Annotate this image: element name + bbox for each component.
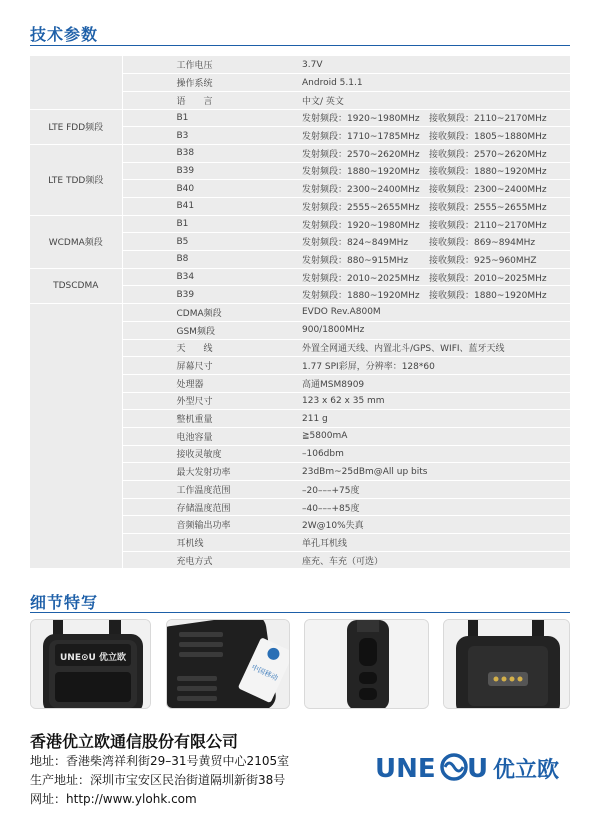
spec-name: B8 xyxy=(122,251,298,269)
spec-group-label: LTE FDD频段 xyxy=(30,109,122,144)
spec-group-label xyxy=(30,56,122,109)
spec-row xyxy=(30,215,570,233)
address-line xyxy=(30,752,289,769)
spec-value: –20–––+75度 xyxy=(298,481,570,499)
tx-band: 发射频段：2300~2400MHz xyxy=(302,185,420,196)
spec-name: 外型尺寸 xyxy=(122,392,298,410)
photo-sticker-text: 中国移动 xyxy=(250,663,279,683)
spec-name: 音频输出功率 xyxy=(122,516,298,534)
spec-group-label xyxy=(30,304,122,569)
spec-value: 座充、车充（可选） xyxy=(298,551,570,569)
spec-value xyxy=(298,215,570,233)
tx-band: 发射频段：1880~1920MHz xyxy=(302,167,420,178)
spec-name: B38 xyxy=(122,144,298,162)
tx-band: 发射频段：2570~2620MHz xyxy=(302,149,420,160)
tx-band: 发射频段：1920~1980MHz xyxy=(302,114,420,125)
spec-name: B1 xyxy=(122,215,298,233)
spec-name: 接收灵敏度 xyxy=(122,445,298,463)
logo-chinese: 优立欧 xyxy=(493,758,560,783)
spec-name: 工作电压 xyxy=(122,56,298,74)
spec-name: B3 xyxy=(122,127,298,145)
spec-name: 天 线 xyxy=(122,339,298,357)
address-text: 香港柴湾祥利街29–31号黄贸中心2105室 xyxy=(66,754,290,768)
rx-band: 接收频段：2110~2170MHz xyxy=(429,220,547,231)
spec-name: 处理器 xyxy=(122,374,298,392)
spec-name: 电池容量 xyxy=(122,427,298,445)
spec-name: B34 xyxy=(122,268,298,286)
spec-value xyxy=(298,127,570,145)
rx-band: 接收频段：2570~2620MHz xyxy=(429,149,547,160)
spec-name: 最大发射功率 xyxy=(122,463,298,481)
spec-name: B5 xyxy=(122,233,298,251)
spec-name: 操作系统 xyxy=(122,74,298,92)
address-label: 地址： xyxy=(30,754,67,768)
factory-address-line xyxy=(30,771,285,788)
specs-section-rule xyxy=(30,45,570,46)
spec-value: 中文/ 英文 xyxy=(298,91,570,109)
spec-group-label: WCDMA频段 xyxy=(30,215,122,268)
spec-name: B41 xyxy=(122,198,298,216)
spec-value: 单孔耳机线 xyxy=(298,534,570,552)
spec-value xyxy=(298,144,570,162)
spec-value: Android 5.1.1 xyxy=(298,74,570,92)
specs-section-title: 技术参数 xyxy=(30,25,99,44)
spec-row xyxy=(30,56,570,74)
tx-band: 发射频段：1880~1920MHz xyxy=(302,291,420,302)
tx-band: 发射频段：1920~1980MHz xyxy=(302,220,420,231)
detail-photo-back xyxy=(443,619,570,709)
factory-address-text: 深圳市宝安区民治街道隔圳新街38号 xyxy=(90,773,286,787)
details-section-title: 细节特写 xyxy=(30,593,99,612)
spec-value xyxy=(298,109,570,127)
spec-value xyxy=(298,198,570,216)
spec-value xyxy=(298,233,570,251)
spec-name: CDMA频段 xyxy=(122,304,298,322)
spec-name: 屏幕尺寸 xyxy=(122,357,298,375)
spec-name: GSM频段 xyxy=(122,321,298,339)
spec-group-label: LTE TDD频段 xyxy=(30,144,122,215)
details-section-rule xyxy=(30,612,570,613)
rx-band: 接收频段：925~960MHZ xyxy=(429,255,537,266)
spec-name: 工作温度范围 xyxy=(122,481,298,499)
detail-photo-front xyxy=(30,619,151,709)
spec-name: B39 xyxy=(122,286,298,304)
rx-band: 接收频段：2555~2655MHz xyxy=(429,202,547,213)
spec-value xyxy=(298,180,570,198)
spec-value: EVDO Rev.A800M xyxy=(298,304,570,322)
spec-value: 1.77 SPI彩屏，分辨率：128*60 xyxy=(298,357,570,375)
rx-band: 接收频段：1805~1880MHz xyxy=(429,132,547,143)
company-name: 香港优立欧通信股份有限公司 xyxy=(30,732,239,751)
spec-value xyxy=(298,268,570,286)
detail-photo-side xyxy=(304,619,429,709)
spec-value: 900/1800MHz xyxy=(298,321,570,339)
spec-name: B1 xyxy=(122,109,298,127)
spec-name: B40 xyxy=(122,180,298,198)
rx-band: 接收频段：1880~1920MHz xyxy=(429,167,547,178)
photo-brand-label: UNE⊙U 优立欧 xyxy=(60,653,126,663)
spec-value: –106dbm xyxy=(298,445,570,463)
logo-swirl-icon xyxy=(442,755,466,779)
spec-value: 123 x 62 x 35 mm xyxy=(298,392,570,410)
spec-value: 2W@10%失真 xyxy=(298,516,570,534)
tx-band: 发射频段：824~849MHz xyxy=(302,238,409,249)
spec-row xyxy=(30,144,570,162)
spec-value xyxy=(298,162,570,180)
spec-name: 语 言 xyxy=(122,91,298,109)
website-label: 网址： xyxy=(30,792,67,806)
spec-value: 高通MSM8909 xyxy=(298,374,570,392)
rx-band: 接收频段：2300~2400MHz xyxy=(429,185,547,196)
spec-name: B39 xyxy=(122,162,298,180)
spec-name: 整机重量 xyxy=(122,410,298,428)
spec-row xyxy=(30,304,570,322)
detail-photo-screen xyxy=(166,619,290,709)
tx-band: 发射频段：880~915MHz xyxy=(302,255,409,266)
spec-value: –40–––+85度 xyxy=(298,498,570,516)
tx-band: 发射频段：2010~2025MHz xyxy=(302,273,420,284)
rx-band: 接收频段：2110~2170MHz xyxy=(429,114,547,125)
rx-band: 接收频段：869~894MHz xyxy=(429,238,536,249)
logo-latin-start: UNE xyxy=(375,754,436,784)
website-link[interactable]: http://www.ylohk.com xyxy=(66,792,197,806)
logo-latin-end: U xyxy=(467,754,489,784)
spec-group-label: TDSCDMA xyxy=(30,268,122,303)
spec-name: 充电方式 xyxy=(122,551,298,569)
spec-value xyxy=(298,251,570,269)
spec-value: 3.7V xyxy=(298,56,570,74)
rx-band: 接收频段：1880~1920MHz xyxy=(429,291,547,302)
spec-name: 耳机线 xyxy=(122,534,298,552)
spec-value xyxy=(298,286,570,304)
spec-row xyxy=(30,109,570,127)
tx-band: 发射频段：2555~2655MHz xyxy=(302,202,420,213)
spec-row xyxy=(30,268,570,286)
spec-table xyxy=(30,56,570,569)
company-logo xyxy=(375,747,575,787)
spec-value: 23dBm~25dBm@All up bits xyxy=(298,463,570,481)
spec-value: 外置全网通天线、内置北斗/GPS、WIFI、蓝牙天线 xyxy=(298,339,570,357)
rx-band: 接收频段：2010~2025MHz xyxy=(429,273,547,284)
website-line xyxy=(30,790,197,807)
spec-value: 211 g xyxy=(298,410,570,428)
tx-band: 发射频段：1710~1785MHz xyxy=(302,132,420,143)
spec-value: ≧5800mA xyxy=(298,427,570,445)
spec-name: 存储温度范围 xyxy=(122,498,298,516)
factory-address-label: 生产地址： xyxy=(30,773,91,787)
